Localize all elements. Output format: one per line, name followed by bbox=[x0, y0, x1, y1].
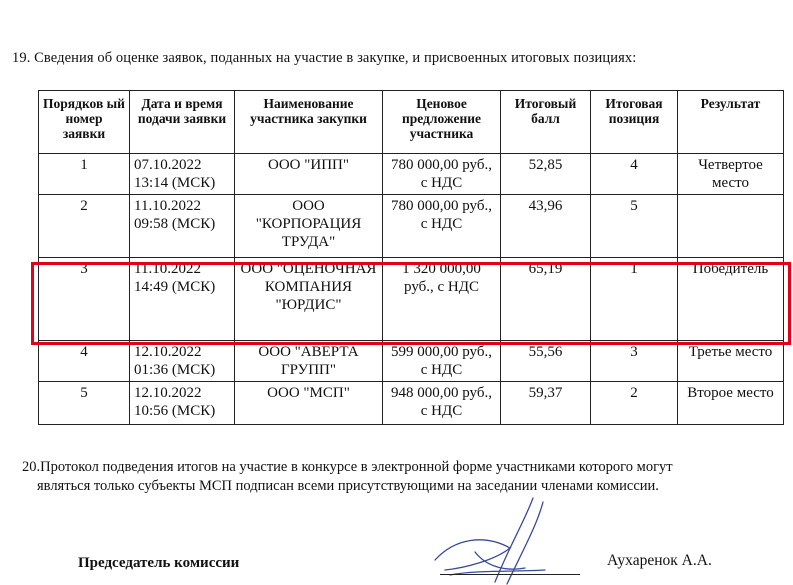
header-name: Наименование участника закупки bbox=[235, 91, 383, 154]
cell-price: 1 320 000,00 руб., с НДС bbox=[383, 258, 501, 341]
cell-name: ООО "МСП" bbox=[235, 382, 383, 425]
cell-score: 52,85 bbox=[501, 154, 591, 195]
chair-label: Председатель комиссии bbox=[78, 555, 240, 571]
cell-result bbox=[678, 195, 784, 258]
cell-num: 3 bbox=[39, 258, 130, 341]
cell-position: 3 bbox=[591, 341, 678, 382]
handwritten-signature bbox=[415, 490, 565, 585]
cell-result: Третье место bbox=[678, 341, 784, 382]
cell-name: ООО "КОРПОРАЦИЯ ТРУДА" bbox=[235, 195, 383, 258]
table-row bbox=[39, 382, 784, 425]
table-header-row bbox=[39, 91, 784, 154]
cell-result: Второе место bbox=[678, 382, 784, 425]
cell-score: 55,56 bbox=[501, 341, 591, 382]
table-row bbox=[39, 258, 784, 341]
section-20-line2: являться только субъекты МСП подписан всеми присутствующими на заседании членами комиссии. bbox=[37, 478, 659, 494]
cell-score: 65,19 bbox=[501, 258, 591, 341]
header-position: Итоговая позиция bbox=[591, 91, 678, 154]
cell-num: 1 bbox=[39, 154, 130, 195]
cell-position: 4 bbox=[591, 154, 678, 195]
cell-result: Четвертое место bbox=[678, 154, 784, 195]
cell-num: 2 bbox=[39, 195, 130, 258]
cell-date: 12.10.2022 10:56 (МСК) bbox=[130, 382, 235, 425]
header-score: Итоговый балл bbox=[501, 91, 591, 154]
header-num: Порядков ый номер заявки bbox=[39, 91, 130, 154]
cell-date: 07.10.2022 13:14 (МСК) bbox=[130, 154, 235, 195]
cell-date: 11.10.2022 14:49 (МСК) bbox=[130, 258, 235, 341]
header-date: Дата и время подачи заявки bbox=[130, 91, 235, 154]
header-result: Результат bbox=[678, 91, 784, 154]
cell-price: 948 000,00 руб., с НДС bbox=[383, 382, 501, 425]
cell-date: 11.10.2022 09:58 (МСК) bbox=[130, 195, 235, 258]
chair-name: Аухаренок А.А. bbox=[607, 552, 712, 569]
cell-name: ООО "ОЦЕНОЧНАЯ КОМПАНИЯ "ЮРДИС" bbox=[235, 258, 383, 341]
cell-score: 59,37 bbox=[501, 382, 591, 425]
bids-table bbox=[38, 90, 784, 425]
signature-line bbox=[440, 574, 580, 575]
cell-position: 5 bbox=[591, 195, 678, 258]
table-row bbox=[39, 195, 784, 258]
header-price: Ценовое предложение участника bbox=[383, 91, 501, 154]
cell-name: ООО "ИПП" bbox=[235, 154, 383, 195]
cell-score: 43,96 bbox=[501, 195, 591, 258]
cell-position: 2 bbox=[591, 382, 678, 425]
table-row bbox=[39, 341, 784, 382]
cell-num: 4 bbox=[39, 341, 130, 382]
cell-price: 780 000,00 руб., с НДС bbox=[383, 154, 501, 195]
cell-price: 599 000,00 руб., с НДС bbox=[383, 341, 501, 382]
cell-date: 12.10.2022 01:36 (МСК) bbox=[130, 341, 235, 382]
cell-num: 5 bbox=[39, 382, 130, 425]
cell-position: 1 bbox=[591, 258, 678, 341]
table-row bbox=[39, 154, 784, 195]
section-20-line1: 20.Протокол подведения итогов на участие в конкурсе в электронной форме участниками которого могут bbox=[22, 459, 673, 475]
section-19-title: 19. Сведения об оценке заявок, поданных на участие в закупке, и присвоенных итоговых позициях: bbox=[12, 50, 637, 66]
cell-name: ООО "АВЕРТА ГРУПП" bbox=[235, 341, 383, 382]
section-20-paragraph bbox=[22, 458, 772, 496]
cell-price: 780 000,00 руб., с НДС bbox=[383, 195, 501, 258]
cell-result: Победитель bbox=[678, 258, 784, 341]
